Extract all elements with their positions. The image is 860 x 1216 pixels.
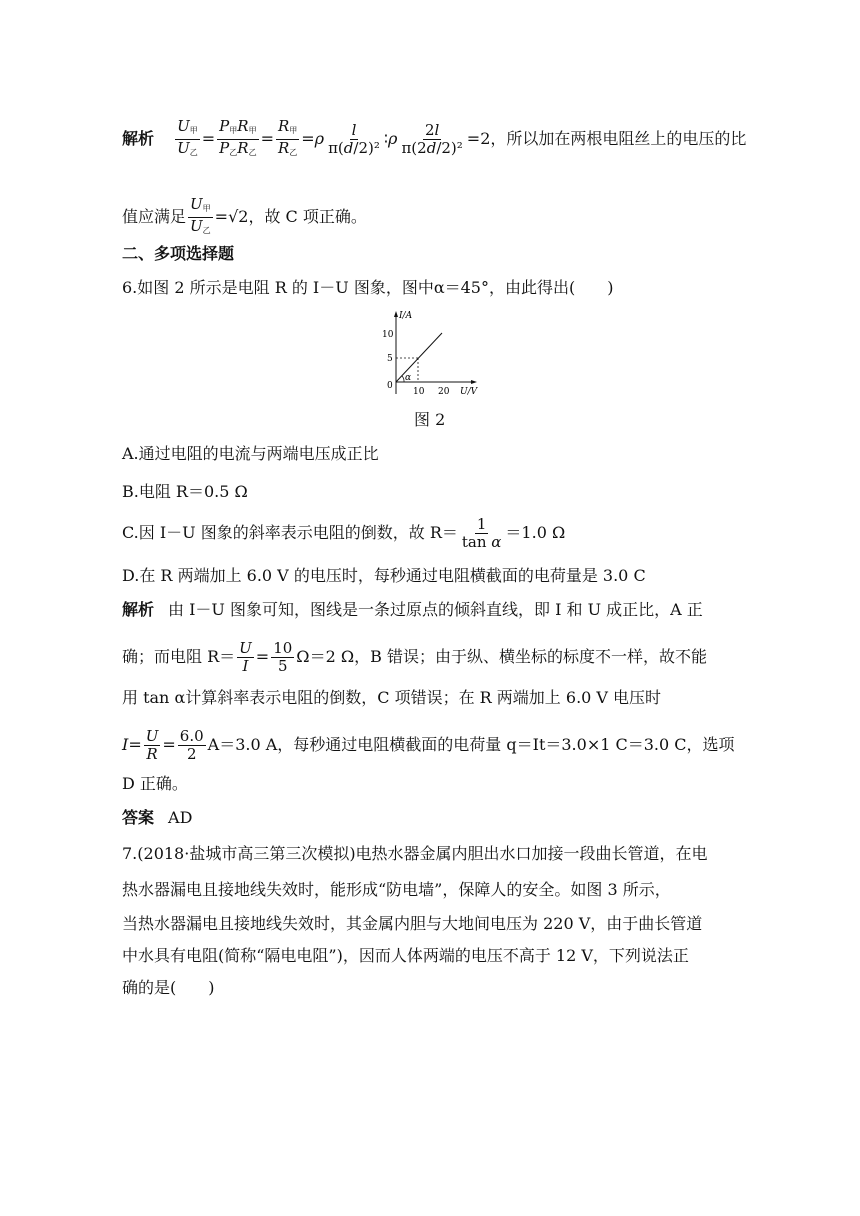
answer-value: AD xyxy=(168,808,193,827)
q6-option-c: C.因 I－U 图象的斜率表示电阻的倒数，故 R＝ $\frac{1}{\text{tan α}}$ ＝1.0 Ω xyxy=(122,515,566,551)
q7-line-5: 确的是( ) xyxy=(122,978,215,997)
voltage-fraction: $\frac{U_甲}{U_乙}$ xyxy=(190,195,211,235)
q7-line-2: 热水器漏电且接地线失效时，能形成“防电墙”，保障人的安全。如图 3 所示， xyxy=(122,880,671,899)
current-value-fraction: $\frac{6.0}{2}$ xyxy=(179,727,204,763)
q6-option-b: B.电阻 R＝0.5 Ω xyxy=(122,482,248,501)
voltage-ratio-fraction: $\frac{U_甲}{U_乙}$ xyxy=(177,117,198,157)
current-fraction: $\frac{U}{R}$ xyxy=(145,727,159,763)
q6-analysis-line-3: 用 tan α计算斜率表示电阻的倒数，C 项错误；在 R 两端加上 6.0 V 电压时 xyxy=(122,688,662,707)
analysis5-formula-line: 解析 $\frac{U_甲}{U_乙}$ = $\frac{P_甲R_甲}{P_乙R_乙}$ = $\frac{R_甲}{R_乙}$ =ρ $\frac{l}{\text{π(d/2)²}}$ ∶ρ $\frac{2l}{\text{π(2d/2)²}}$ =2，所以加在两根电阻丝上的电压的比 xyxy=(122,118,746,161)
x-tick-20: 20 xyxy=(438,387,450,397)
section-title: 二、多项选择题 xyxy=(122,244,235,263)
analysis-label: 解析 xyxy=(122,129,155,148)
q6-answer xyxy=(122,808,192,828)
x-tick-10: 10 xyxy=(413,387,425,397)
ohm-law-fraction: $\frac{U}{I}$ xyxy=(239,639,252,675)
q6-option-a: A.通过电阻的电流与两端电压成正比 xyxy=(122,444,379,463)
iu-graph xyxy=(374,308,484,404)
q6-analysis-line-2: 确；而电阻 R＝ $\frac{U}{I}$ = $\frac{10}{5}$ Ω＝2 Ω，B 错误；由于纵、横坐标的标度不一样，故不能 xyxy=(122,639,707,675)
x-axis-arrow xyxy=(471,380,477,384)
q7-line-3: 当热水器漏电且接地线失效时，其金属内胆与大地间电压为 220 V，由于曲长管道 xyxy=(122,914,703,933)
resistivity-fraction-a: $\frac{l}{\text{π(d/2)²}}$ xyxy=(328,121,380,157)
figure-caption: 图 2 xyxy=(414,410,446,429)
q6-stem: 6.如图 2 所示是电阻 R 的 I－U 图象，图中α＝45°，由此得出( ) xyxy=(122,278,614,297)
resistivity-fraction-b: $\frac{2l}{\text{π(2d/2)²}}$ xyxy=(401,121,463,157)
y-axis-arrow xyxy=(394,311,398,317)
iu-line xyxy=(396,333,442,382)
x-axis-label: U/V xyxy=(460,387,478,397)
analysis5-tail: =2，所以加在两根电阻丝上的电压的比 xyxy=(466,129,747,148)
q6-analysis-line-5: D 正确。 xyxy=(122,774,188,793)
q6-analysis-line-1: 解析 由 I－U 图象可知，图线是一条过原点的倾斜直线，即 I 和 U 成正比，A 正 xyxy=(122,600,703,619)
ohm-value-fraction: $\frac{10}{5}$ xyxy=(273,639,293,675)
answer-label: 答案 xyxy=(122,808,155,827)
power-resistance-fraction: $\frac{P_甲R_甲}{P_乙R_乙}$ xyxy=(219,117,257,157)
q6-analysis-line-4: I= $\frac{U}{R}$ = $\frac{6.0}{2}$ A＝3.0 A，每秒通过电阻横截面的电荷量 q＝It＝3.0×1 C＝3.0 C，选项 xyxy=(122,727,735,763)
resistance-ratio-fraction: $\frac{R_甲}{R_乙}$ xyxy=(277,117,298,157)
q6-analysis-label: 解析 xyxy=(122,600,155,619)
q7-line-4: 中水具有电阻(简称“隔电电阻”)，因而人体两端的电压不高于 12 V，下列说法正 xyxy=(122,946,689,965)
reciprocal-tan-fraction: $\frac{1}{\text{tan α}}$ xyxy=(461,515,502,551)
y-tick-10: 10 xyxy=(382,330,394,340)
analysis5-conclusion-line: 值应满足 $\frac{U_甲}{U_乙}$ =√2，故 C 项正确。 xyxy=(122,196,367,239)
y-axis-label: I/A xyxy=(399,311,413,321)
q6-option-d: D.在 R 两端加上 6.0 V 的电压时，每秒通过电阻横截面的电荷量是 3.0 C xyxy=(122,566,646,585)
angle-label: α xyxy=(405,373,412,383)
q7-line-1: 7.(2018·盐城市高三第三次模拟)电热水器金属内胆出水口加接一段曲长管道，在电 xyxy=(122,844,708,863)
origin-label: 0 xyxy=(387,381,393,391)
angle-arc xyxy=(402,376,404,382)
y-tick-5: 5 xyxy=(387,354,393,364)
